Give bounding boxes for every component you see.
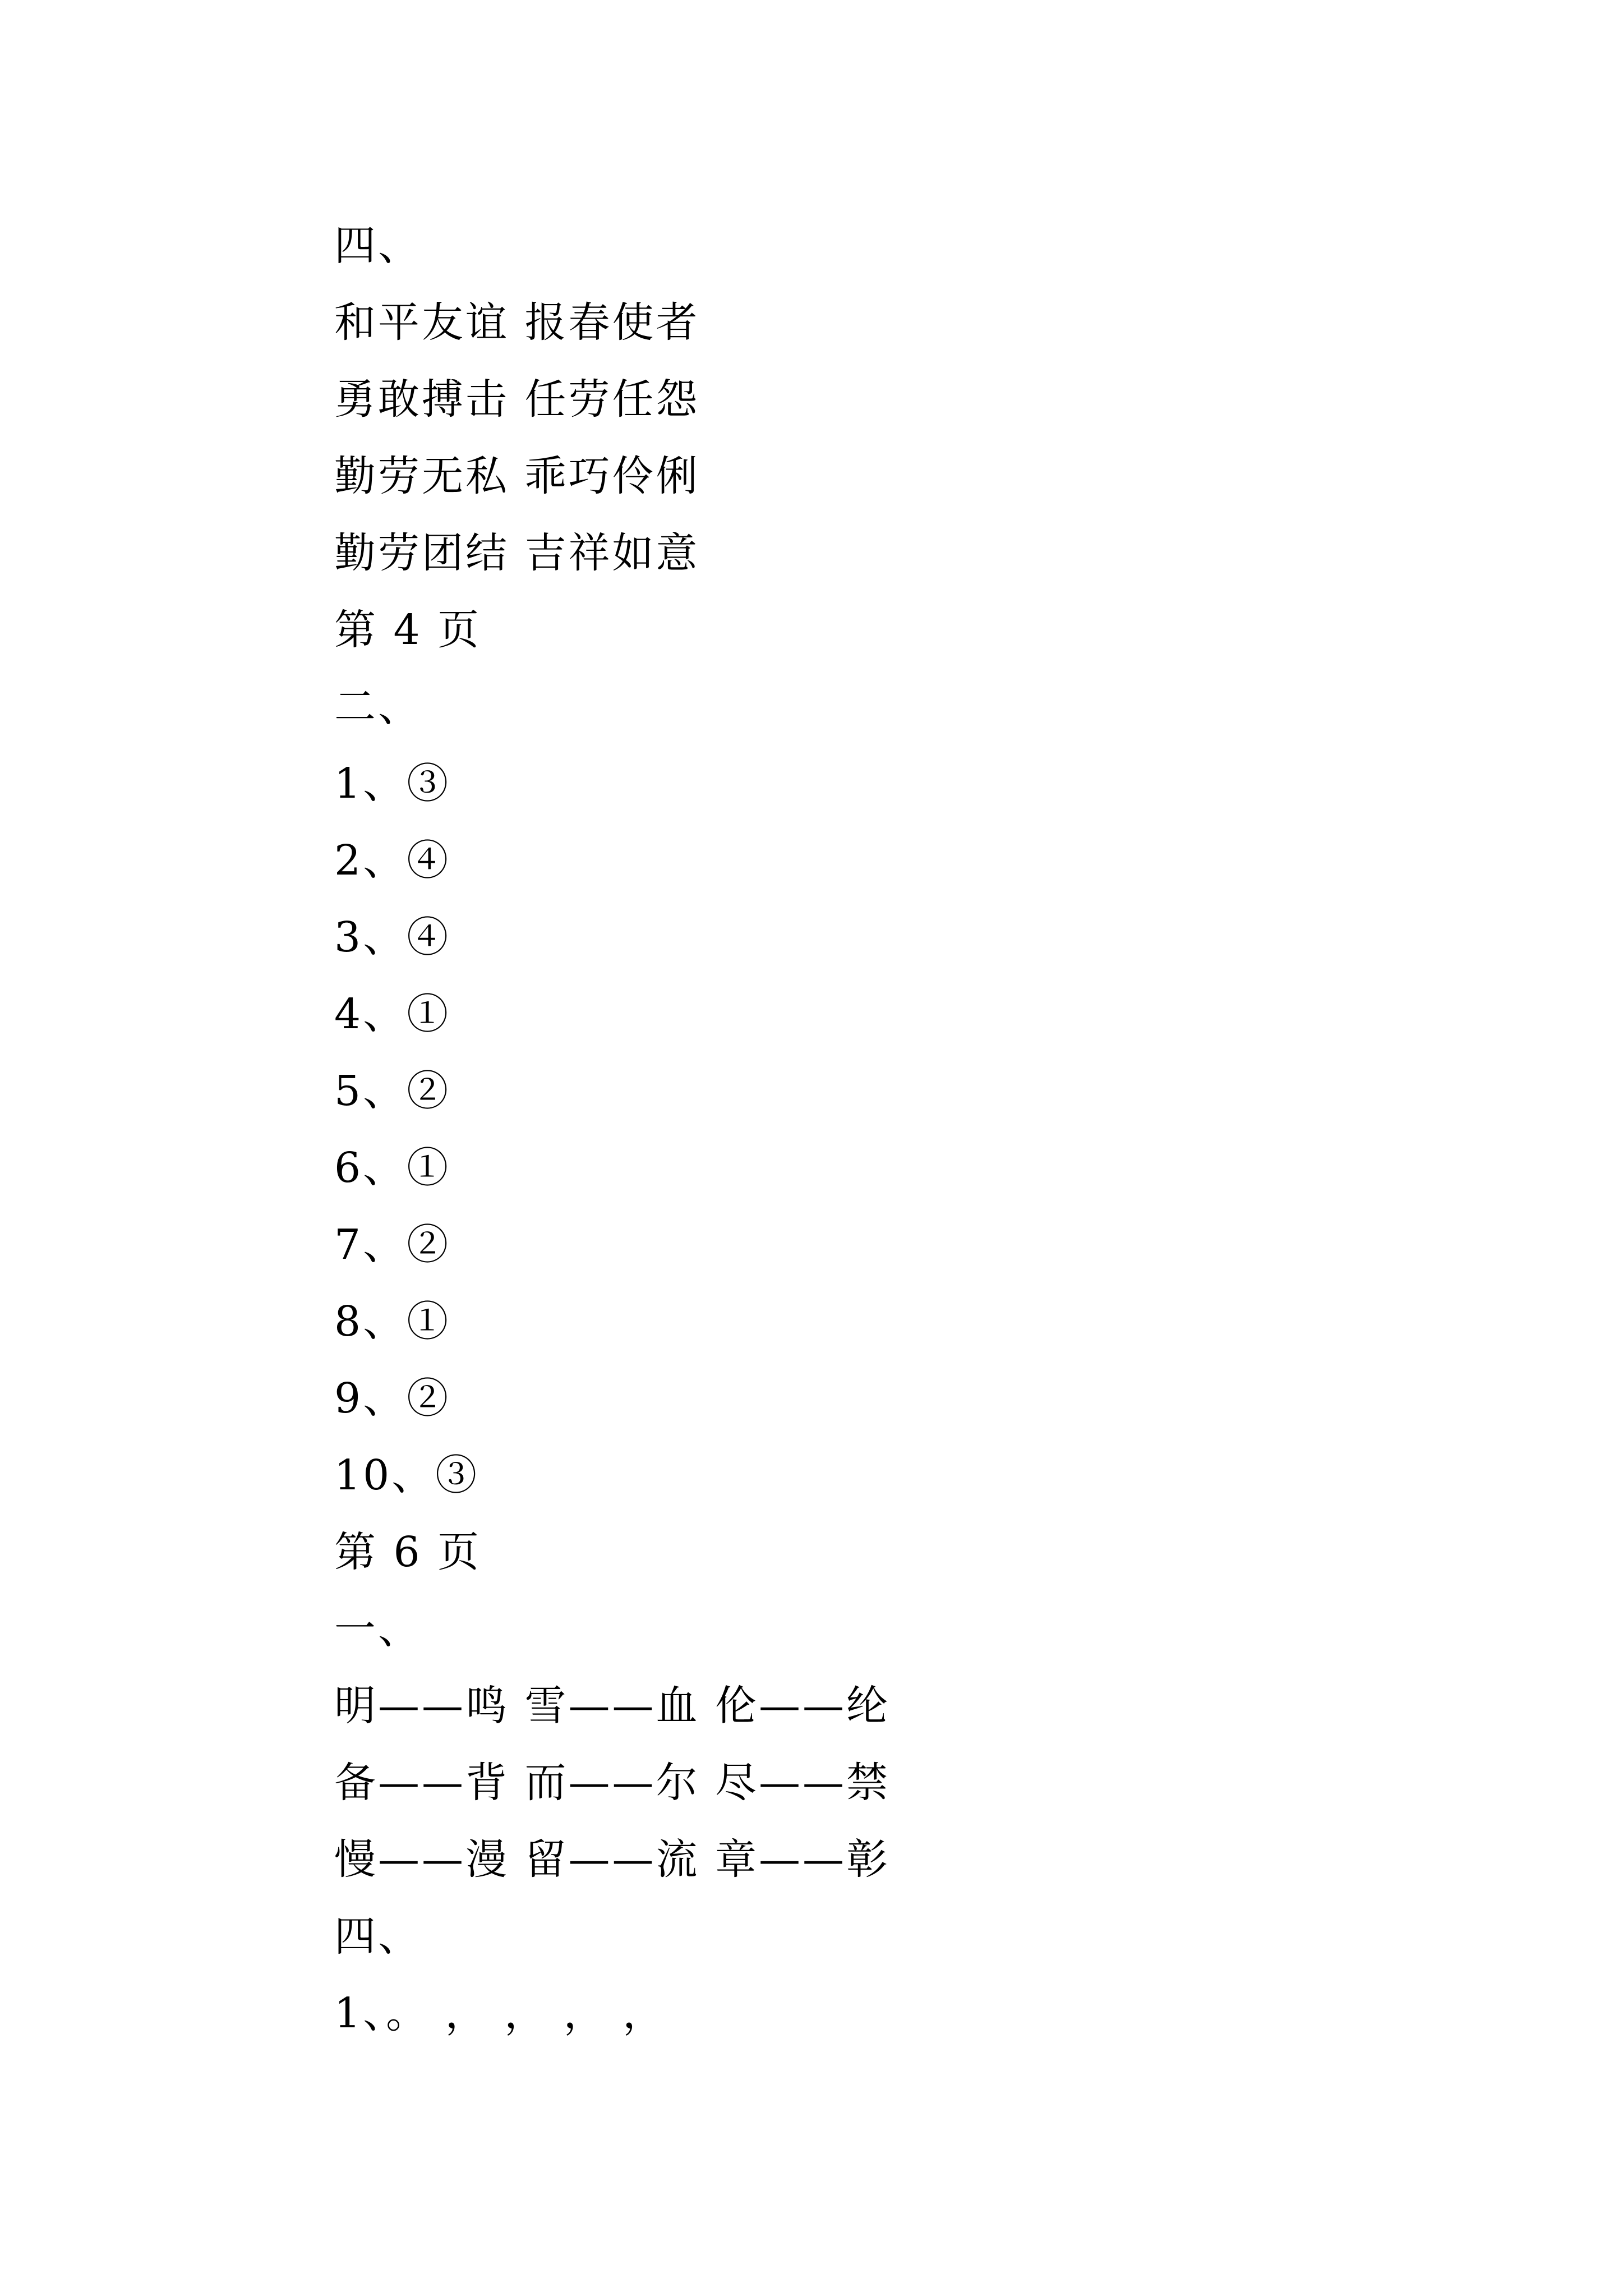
word-pair-line: 备——背 而——尔 尽——禁 <box>334 1759 891 1807</box>
word-pair-line: 慢——漫 留——流 章——彰 <box>334 1835 891 1884</box>
answer-line: 7、② <box>334 1221 451 1269</box>
answer-line: 10、③ <box>334 1451 479 1499</box>
answer-line: 1、③ <box>334 760 451 808</box>
page-reference: 第 4 页 <box>334 606 482 654</box>
section-heading-one: 一、 <box>334 1605 422 1653</box>
section-heading-two: 二、 <box>334 683 422 731</box>
answer-line: 6、① <box>334 1144 451 1192</box>
section-heading-four: 四、 <box>334 222 422 270</box>
section-heading-four: 四、 <box>334 1912 422 1961</box>
text-line: 勤劳团结 吉祥如意 <box>334 529 700 577</box>
page-reference: 第 6 页 <box>334 1528 482 1576</box>
answer-line: 4、① <box>334 990 451 1038</box>
document-body <box>334 208 890 2052</box>
text-line: 和平友谊 报春使者 <box>334 298 700 347</box>
answer-line: 2、④ <box>334 836 451 885</box>
punctuation-answer-line: 1、。 ， ， ， ， <box>334 1989 667 2037</box>
answer-line: 5、② <box>334 1067 451 1115</box>
answer-line: 8、① <box>334 1297 451 1346</box>
text-line: 勇敢搏击 任劳任怨 <box>334 375 700 424</box>
word-pair-line: 明——鸣 雪——血 伦——纶 <box>334 1682 891 1730</box>
answer-line: 9、② <box>334 1374 451 1423</box>
answer-line: 3、④ <box>334 913 451 961</box>
text-line: 勤劳无私 乖巧伶俐 <box>334 452 700 500</box>
